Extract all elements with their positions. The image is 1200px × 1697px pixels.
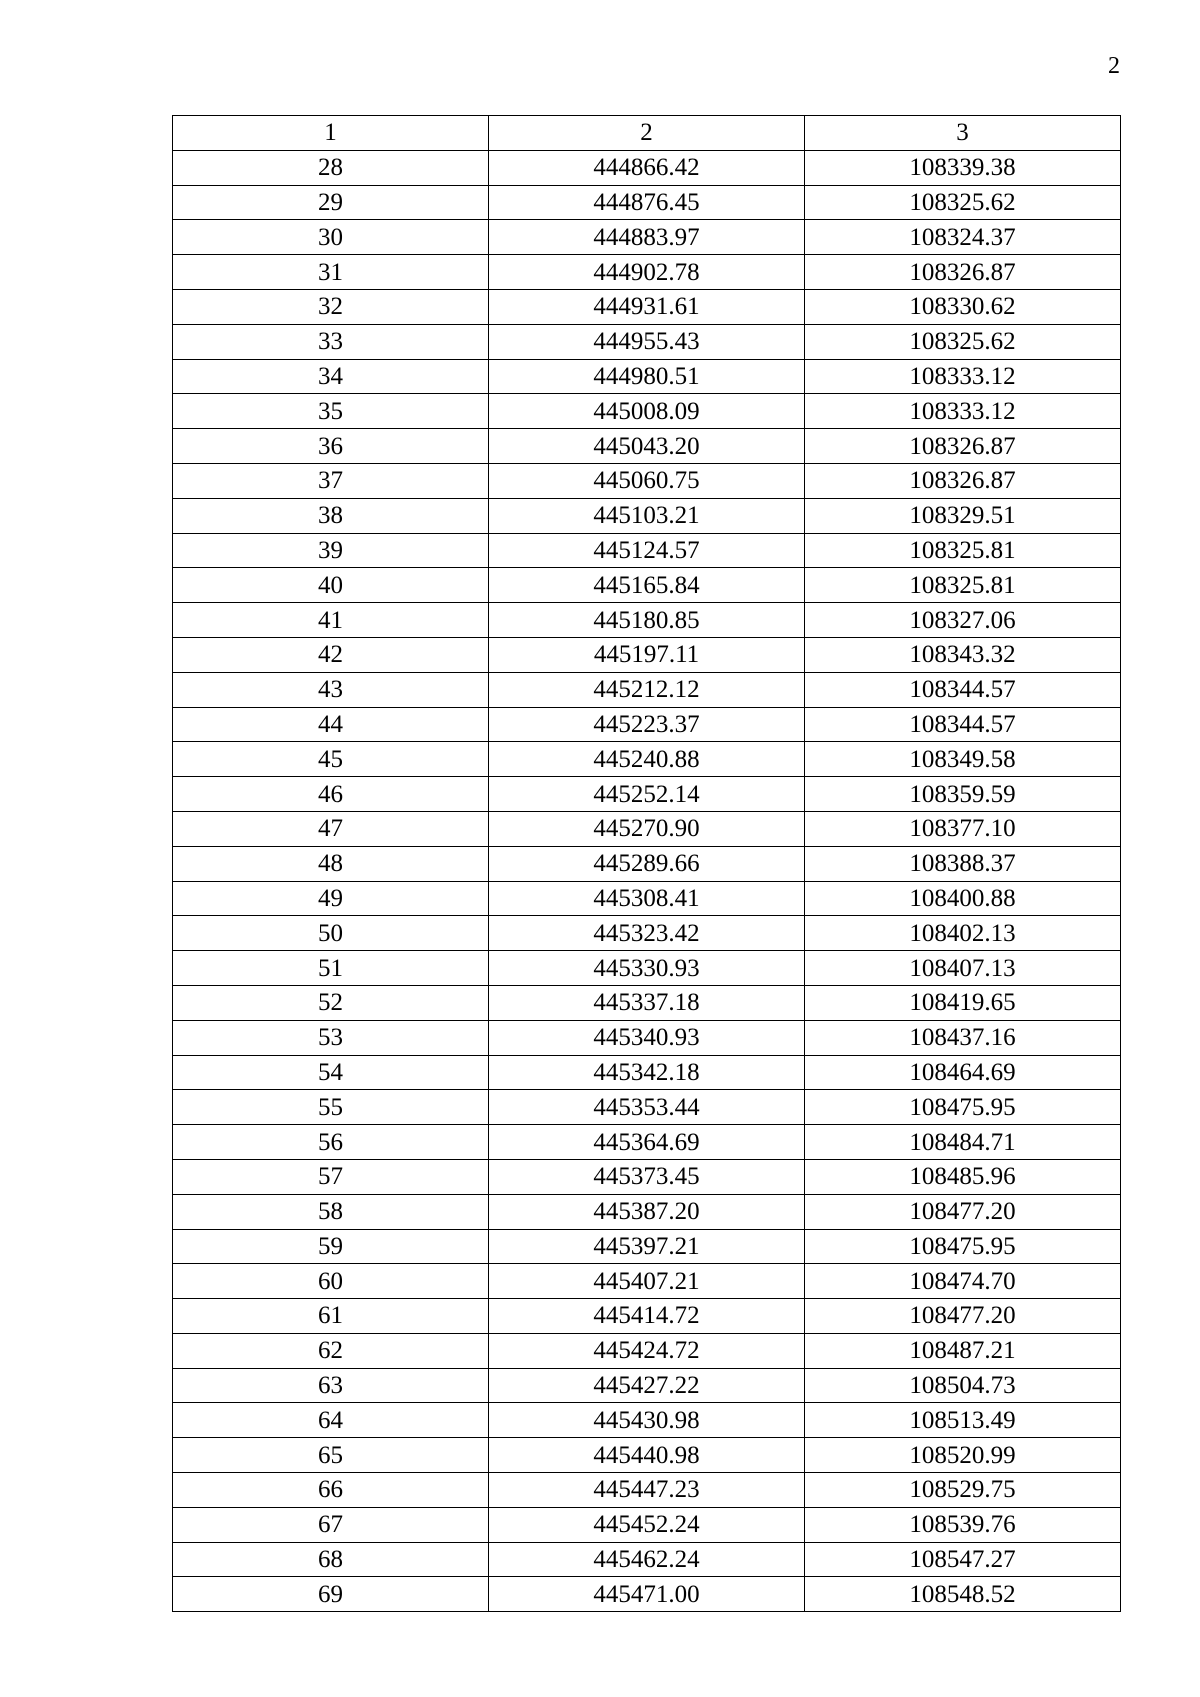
coordinate-x-cell: 445289.66 bbox=[489, 846, 805, 881]
coordinate-x-cell: 445342.18 bbox=[489, 1055, 805, 1090]
coordinate-x-cell: 445223.37 bbox=[489, 707, 805, 742]
column-header-2: 2 bbox=[489, 116, 805, 151]
coordinate-y-cell: 108475.95 bbox=[805, 1229, 1121, 1264]
table-row bbox=[173, 1055, 1121, 1090]
coordinate-x-cell: 445387.20 bbox=[489, 1194, 805, 1229]
table-row bbox=[173, 811, 1121, 846]
point-number-cell: 53 bbox=[173, 1020, 489, 1055]
table-row bbox=[173, 150, 1121, 185]
coordinate-x-cell: 445180.85 bbox=[489, 603, 805, 638]
column-header-1: 1 bbox=[173, 116, 489, 151]
point-number-cell: 59 bbox=[173, 1229, 489, 1264]
coordinate-x-cell: 444902.78 bbox=[489, 255, 805, 290]
point-number-cell: 38 bbox=[173, 498, 489, 533]
coordinate-x-cell: 445471.00 bbox=[489, 1577, 805, 1612]
point-number-cell: 36 bbox=[173, 429, 489, 464]
coordinate-y-cell: 108344.57 bbox=[805, 672, 1121, 707]
coordinate-y-cell: 108333.12 bbox=[805, 394, 1121, 429]
coordinate-x-cell: 445330.93 bbox=[489, 951, 805, 986]
coordinate-y-cell: 108324.37 bbox=[805, 220, 1121, 255]
coordinate-y-cell: 108548.52 bbox=[805, 1577, 1121, 1612]
coordinate-y-cell: 108464.69 bbox=[805, 1055, 1121, 1090]
coordinate-x-cell: 445424.72 bbox=[489, 1333, 805, 1368]
coordinate-y-cell: 108326.87 bbox=[805, 463, 1121, 498]
table-row bbox=[173, 916, 1121, 951]
table-row bbox=[173, 742, 1121, 777]
point-number-cell: 29 bbox=[173, 185, 489, 220]
coordinate-y-cell: 108539.76 bbox=[805, 1507, 1121, 1542]
coordinate-y-cell: 108327.06 bbox=[805, 603, 1121, 638]
point-number-cell: 64 bbox=[173, 1403, 489, 1438]
coordinate-y-cell: 108504.73 bbox=[805, 1368, 1121, 1403]
coordinate-y-cell: 108326.87 bbox=[805, 255, 1121, 290]
table-body bbox=[173, 150, 1121, 1611]
point-number-cell: 60 bbox=[173, 1264, 489, 1299]
coordinate-x-cell: 445364.69 bbox=[489, 1125, 805, 1160]
point-number-cell: 51 bbox=[173, 951, 489, 986]
point-number-cell: 31 bbox=[173, 255, 489, 290]
coordinate-x-cell: 445103.21 bbox=[489, 498, 805, 533]
coordinate-x-cell: 445462.24 bbox=[489, 1542, 805, 1577]
point-number-cell: 55 bbox=[173, 1090, 489, 1125]
coordinate-y-cell: 108437.16 bbox=[805, 1020, 1121, 1055]
table-row bbox=[173, 1542, 1121, 1577]
point-number-cell: 39 bbox=[173, 533, 489, 568]
coordinate-y-cell: 108477.20 bbox=[805, 1299, 1121, 1334]
point-number-cell: 62 bbox=[173, 1333, 489, 1368]
point-number-cell: 47 bbox=[173, 811, 489, 846]
table-row bbox=[173, 1368, 1121, 1403]
table-row bbox=[173, 533, 1121, 568]
coordinate-y-cell: 108349.58 bbox=[805, 742, 1121, 777]
point-number-cell: 32 bbox=[173, 289, 489, 324]
table-row bbox=[173, 1229, 1121, 1264]
coordinate-y-cell: 108330.62 bbox=[805, 289, 1121, 324]
coordinate-y-cell: 108325.62 bbox=[805, 185, 1121, 220]
coordinate-y-cell: 108400.88 bbox=[805, 881, 1121, 916]
table-row bbox=[173, 1125, 1121, 1160]
coordinate-x-cell: 445270.90 bbox=[489, 811, 805, 846]
table-row bbox=[173, 1403, 1121, 1438]
point-number-cell: 56 bbox=[173, 1125, 489, 1160]
table-row bbox=[173, 429, 1121, 464]
table-row bbox=[173, 1264, 1121, 1299]
coordinate-y-cell: 108333.12 bbox=[805, 359, 1121, 394]
table-row bbox=[173, 324, 1121, 359]
coordinate-x-cell: 445008.09 bbox=[489, 394, 805, 429]
table-row bbox=[173, 1507, 1121, 1542]
coordinate-y-cell: 108325.81 bbox=[805, 533, 1121, 568]
coordinates-table bbox=[172, 115, 1121, 1612]
coordinate-x-cell: 445447.23 bbox=[489, 1473, 805, 1508]
point-number-cell: 37 bbox=[173, 463, 489, 498]
coordinate-x-cell: 445165.84 bbox=[489, 568, 805, 603]
coordinate-y-cell: 108329.51 bbox=[805, 498, 1121, 533]
table-row bbox=[173, 1438, 1121, 1473]
point-number-cell: 35 bbox=[173, 394, 489, 429]
coordinate-y-cell: 108402.13 bbox=[805, 916, 1121, 951]
coordinate-y-cell: 108475.95 bbox=[805, 1090, 1121, 1125]
point-number-cell: 42 bbox=[173, 637, 489, 672]
table-row bbox=[173, 985, 1121, 1020]
coordinate-y-cell: 108325.62 bbox=[805, 324, 1121, 359]
table-row bbox=[173, 1299, 1121, 1334]
point-number-cell: 65 bbox=[173, 1438, 489, 1473]
table-row bbox=[173, 463, 1121, 498]
coordinate-y-cell: 108326.87 bbox=[805, 429, 1121, 464]
table-row bbox=[173, 1090, 1121, 1125]
point-number-cell: 68 bbox=[173, 1542, 489, 1577]
coordinate-y-cell: 108485.96 bbox=[805, 1159, 1121, 1194]
table-row bbox=[173, 185, 1121, 220]
coordinate-y-cell: 108474.70 bbox=[805, 1264, 1121, 1299]
coordinate-y-cell: 108520.99 bbox=[805, 1438, 1121, 1473]
coordinate-y-cell: 108407.13 bbox=[805, 951, 1121, 986]
point-number-cell: 52 bbox=[173, 985, 489, 1020]
page-number: 2 bbox=[1108, 53, 1120, 79]
coordinate-x-cell: 445043.20 bbox=[489, 429, 805, 464]
point-number-cell: 46 bbox=[173, 777, 489, 812]
table-row bbox=[173, 1333, 1121, 1368]
coordinate-x-cell: 445452.24 bbox=[489, 1507, 805, 1542]
coordinate-x-cell: 444883.97 bbox=[489, 220, 805, 255]
table-row bbox=[173, 777, 1121, 812]
coordinate-y-cell: 108388.37 bbox=[805, 846, 1121, 881]
coordinate-x-cell: 445197.11 bbox=[489, 637, 805, 672]
point-number-cell: 58 bbox=[173, 1194, 489, 1229]
column-header-3: 3 bbox=[805, 116, 1121, 151]
coordinate-y-cell: 108377.10 bbox=[805, 811, 1121, 846]
coordinate-y-cell: 108484.71 bbox=[805, 1125, 1121, 1160]
table-row bbox=[173, 359, 1121, 394]
point-number-cell: 44 bbox=[173, 707, 489, 742]
table-row bbox=[173, 394, 1121, 429]
table-header-row bbox=[173, 116, 1121, 151]
point-number-cell: 45 bbox=[173, 742, 489, 777]
coordinate-x-cell: 445323.42 bbox=[489, 916, 805, 951]
table-row bbox=[173, 568, 1121, 603]
table-row bbox=[173, 1577, 1121, 1612]
coordinate-x-cell: 445212.12 bbox=[489, 672, 805, 707]
table-row bbox=[173, 707, 1121, 742]
point-number-cell: 63 bbox=[173, 1368, 489, 1403]
coordinate-y-cell: 108359.59 bbox=[805, 777, 1121, 812]
coordinate-y-cell: 108477.20 bbox=[805, 1194, 1121, 1229]
coordinate-x-cell: 445430.98 bbox=[489, 1403, 805, 1438]
table-row bbox=[173, 220, 1121, 255]
table-row bbox=[173, 846, 1121, 881]
point-number-cell: 43 bbox=[173, 672, 489, 707]
point-number-cell: 34 bbox=[173, 359, 489, 394]
coordinate-x-cell: 444876.45 bbox=[489, 185, 805, 220]
point-number-cell: 67 bbox=[173, 1507, 489, 1542]
coordinate-y-cell: 108419.65 bbox=[805, 985, 1121, 1020]
table-row bbox=[173, 637, 1121, 672]
point-number-cell: 28 bbox=[173, 150, 489, 185]
point-number-cell: 49 bbox=[173, 881, 489, 916]
coordinate-x-cell: 445060.75 bbox=[489, 463, 805, 498]
coordinate-y-cell: 108325.81 bbox=[805, 568, 1121, 603]
point-number-cell: 57 bbox=[173, 1159, 489, 1194]
table-row bbox=[173, 498, 1121, 533]
coordinate-x-cell: 445340.93 bbox=[489, 1020, 805, 1055]
coordinate-x-cell: 445414.72 bbox=[489, 1299, 805, 1334]
coordinate-x-cell: 445440.98 bbox=[489, 1438, 805, 1473]
point-number-cell: 48 bbox=[173, 846, 489, 881]
coordinate-x-cell: 444980.51 bbox=[489, 359, 805, 394]
coordinate-y-cell: 108487.21 bbox=[805, 1333, 1121, 1368]
table-row bbox=[173, 1020, 1121, 1055]
coordinate-x-cell: 445308.41 bbox=[489, 881, 805, 916]
coordinate-x-cell: 445397.21 bbox=[489, 1229, 805, 1264]
coordinate-y-cell: 108547.27 bbox=[805, 1542, 1121, 1577]
table-row bbox=[173, 603, 1121, 638]
table-row bbox=[173, 672, 1121, 707]
coordinate-x-cell: 444955.43 bbox=[489, 324, 805, 359]
table-row bbox=[173, 1473, 1121, 1508]
point-number-cell: 41 bbox=[173, 603, 489, 638]
coordinate-y-cell: 108513.49 bbox=[805, 1403, 1121, 1438]
point-number-cell: 40 bbox=[173, 568, 489, 603]
coordinate-x-cell: 445337.18 bbox=[489, 985, 805, 1020]
point-number-cell: 61 bbox=[173, 1299, 489, 1334]
point-number-cell: 30 bbox=[173, 220, 489, 255]
coordinate-y-cell: 108344.57 bbox=[805, 707, 1121, 742]
point-number-cell: 33 bbox=[173, 324, 489, 359]
point-number-cell: 66 bbox=[173, 1473, 489, 1508]
coordinate-y-cell: 108339.38 bbox=[805, 150, 1121, 185]
point-number-cell: 50 bbox=[173, 916, 489, 951]
coordinate-y-cell: 108529.75 bbox=[805, 1473, 1121, 1508]
table-row bbox=[173, 1159, 1121, 1194]
coordinate-x-cell: 445353.44 bbox=[489, 1090, 805, 1125]
coordinate-x-cell: 445407.21 bbox=[489, 1264, 805, 1299]
table-row bbox=[173, 1194, 1121, 1229]
point-number-cell: 54 bbox=[173, 1055, 489, 1090]
coordinate-x-cell: 444931.61 bbox=[489, 289, 805, 324]
coordinate-x-cell: 444866.42 bbox=[489, 150, 805, 185]
coordinate-x-cell: 445240.88 bbox=[489, 742, 805, 777]
table-row bbox=[173, 289, 1121, 324]
coordinate-x-cell: 445427.22 bbox=[489, 1368, 805, 1403]
coordinate-x-cell: 445124.57 bbox=[489, 533, 805, 568]
table-row bbox=[173, 951, 1121, 986]
point-number-cell: 69 bbox=[173, 1577, 489, 1612]
coordinate-x-cell: 445252.14 bbox=[489, 777, 805, 812]
coordinate-x-cell: 445373.45 bbox=[489, 1159, 805, 1194]
table-row bbox=[173, 881, 1121, 916]
coordinate-y-cell: 108343.32 bbox=[805, 637, 1121, 672]
table-row bbox=[173, 255, 1121, 290]
